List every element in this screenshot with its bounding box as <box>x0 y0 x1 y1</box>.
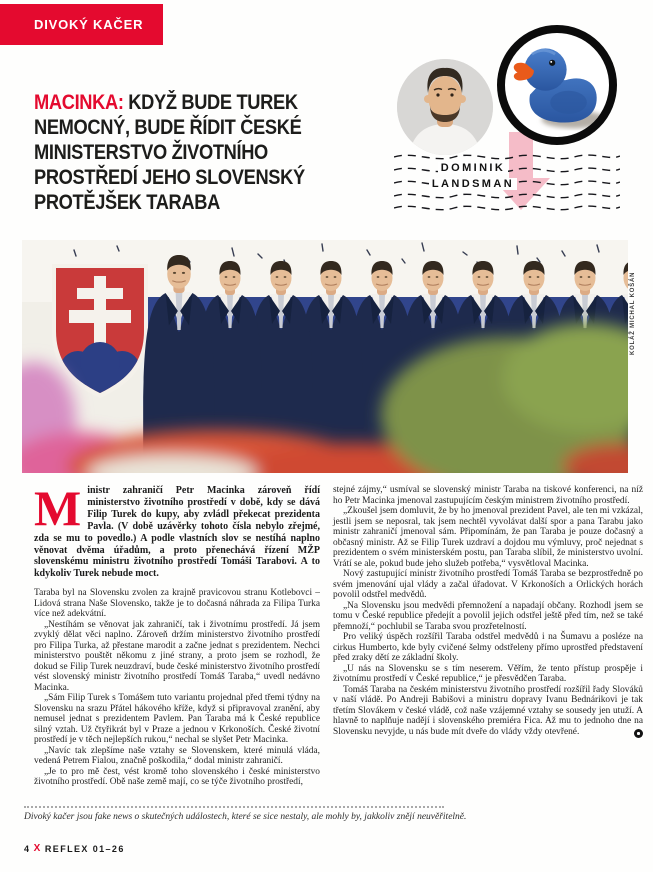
paragraph: „Sám Filip Turek s Tomášem tuto variantu projednal před třemi týdny na Slovensku na srazu Přátel hákového kříže, když si připravoval zranění, aby nemusel jednat s prezidentem Pavlem. Pan Taraba má k České republice silný vztah. Už čtyřikrát byl v Praze a jednou v Krkonoších. České životní prostředí je v těch nejlepších rukou,“ nechal se slyšet Petr Macinka. <box>34 693 320 746</box>
paragraph: stejné zájmy,“ usmíval se slovenský ministr Taraba na tiskové konferenci, na níž ho Petr Macinka jmenoval zastupujícím českým ministrem životního prostředí. <box>333 485 643 506</box>
paragraph: „U nás na Slovensku se s tím neserem. Věřím, že tento přístup prospěje i životnímu prostředí v České republice,“ je přesvědčen Taraba. <box>333 663 643 684</box>
page-number: 4 <box>24 843 30 854</box>
collage-photo <box>22 240 628 473</box>
page-footer <box>24 843 125 854</box>
reflex-x-icon: X <box>33 843 41 854</box>
article-column-left <box>34 480 320 788</box>
author-name <box>398 160 548 192</box>
paragraph: „Je to pro mě čest, vést kromě toho slovenského i české ministerstvo životního prostředí. Obě naše země mají, co se týče životního prostředí, <box>34 766 320 788</box>
paragraph: „Zkoušel jsem domluvit, že by ho jmenoval prezident Pavel, ale ten mi vzkázal, jestli jsem se neposral, tak jsem nechtěl vyvolávat další spor a pana Tarabu jako ministr zahraničí jmenoval sám. Připomínám, že pan Taraba je pouze dočasný a občasný ministr. Až se Filip Turek uzdraví a dojdou mu výmluvy, proč nejednat s prezidentem o svém ministerském postu, pan Taraba slíbil, že ministerstvo uvolní. Vrátí se ale, pokud bude jeho služeb potřeba,“ vysvětloval Macinka. <box>333 506 643 569</box>
end-of-article-icon <box>634 729 643 738</box>
paragraph-text: Tomáš Taraba na českém ministerstvu životního prostředí rozšířil řady Slováků v naší vládě. Po Andreji Babišovi a ministru dopravy Ivanu Bednárikovi je tak třetím Slovákem v české vládě, což naše vzájemné vztahy se sousedy jen utuží. A hlavně to naplňuje nadějí i slovenského premiéra Fica. Až mu to jednoho dne na Slovensku nevyjde, u nás bude mít dveře do vlády vždy otevřené. <box>333 684 643 737</box>
drop-cap: M <box>34 480 82 536</box>
photo-credit: KOLÁŽ MICHAL KOŠÁN <box>630 271 636 355</box>
paragraph: „Nestíhám se věnovat jak zahraničí, tak i životnímu prostředí. Já jsem zvyklý dělat věci naplno. Zároveň držím ministerstvo životního prostředí pro Filipa Turka, až přestane marodit a začne jednat s prezidentem. Nechci ministerstvo pouštět někomu z jiné strany, a proto jsem se rozhodl, že dokud se Filip Turek neuzdraví, bude české ministerstvo životního prostředí vést slovenský ministr životního prostředí Tomáš Taraba,“ uvedl nedávno Macinka. <box>34 619 320 693</box>
rubber-duck-icon <box>505 33 609 137</box>
section-kicker-label: DIVOKÝ KAČER <box>34 17 144 32</box>
paragraph <box>333 685 643 738</box>
paragraph: „Na Slovensku jsou medvědi přemnožení a napadají občany. Rozhodl jsem se tomu v České republice předejít a povolil jejich odstřel ještě před tím, než se také přemnoží,“ pochlubil se Taraba svou prozřetelností. <box>333 600 643 632</box>
author-portrait-photo <box>397 59 493 155</box>
portrait-illustration <box>397 59 493 155</box>
lead-text: inistr zahraničí Petr Macinka zároveň řídí ministerstvo životního prostředí v době, kdy se dává Filip Turek do kupy, aby zvládl překecat prezidenta Pavla. (V době uzávěrky tohoto čísla nebylo zřejmé, zda se mu to povedlo.) A podle vlastních slov se nestíhá naplno věnovat dvěma úřadům, a proto přenechává řízení MŽP slovenskému ministru životního prostředí Tomáši Tarabovi. A to kdykoliv Turek nebude moct. <box>34 485 320 580</box>
headline-highlight: MACINKA: <box>34 91 124 114</box>
paragraph: Taraba byl na Slovensku zvolen za krajně pravicovou stranu Kotlebovci – Lidová strana Naše Slovensko, takže je to dočasná náhrada za Filipa Turka více než adekvátní. <box>34 588 320 620</box>
article-column-right <box>333 485 643 738</box>
rubber-duck-badge <box>497 25 617 145</box>
collage-illustration <box>22 240 628 473</box>
paragraph: Pro veliký úspěch rozšířil Taraba odstřel medvědů i na Šumavu a posléze na cirkus Humberto, kde byly cvičené šelmy odstřeleny přímo uprostřed představení před zraky dětí ze základní školy. <box>333 632 643 663</box>
author-first-name: DOMINIK <box>438 162 508 174</box>
magazine-issue: REFLEX 01–26 <box>44 843 125 854</box>
lead-paragraph <box>34 480 320 580</box>
disclaimer-note: Divoký kačer jsou fake news o skutečných událostech, které se sice nestaly, ale mohly by, jakkoliv znějí neuvěřitelně. <box>24 812 467 822</box>
dotted-divider <box>24 806 444 808</box>
article-headline <box>34 90 335 215</box>
headline-rest: KDYŽ BUDE TUREK NEMOCNÝ, BUDE ŘÍDIT ČESKÉ MINISTERSTVO ŽIVOTNÍHO PROSTŘEDÍ JEHO SLOVENSKÝ PROTĚJŠEK TARABA <box>34 91 305 214</box>
paragraph: Nový zastupující ministr životního prostředí Tomáš Taraba se bezprostředně po svém jmenování ujal vlády a začal úřadovat. V Krkonoších a Orlických horách povolil odstřel medvědů. <box>333 569 643 600</box>
author-last-name: LANDSMAN <box>429 178 517 190</box>
paragraph: „Navíc tak zlepšíme naše vztahy se Slovenskem, které minulá vláda, vedená Petrem Fialou, značně poškodila,“ dodal ministr zahraničí. <box>34 745 320 767</box>
section-kicker <box>0 4 163 45</box>
